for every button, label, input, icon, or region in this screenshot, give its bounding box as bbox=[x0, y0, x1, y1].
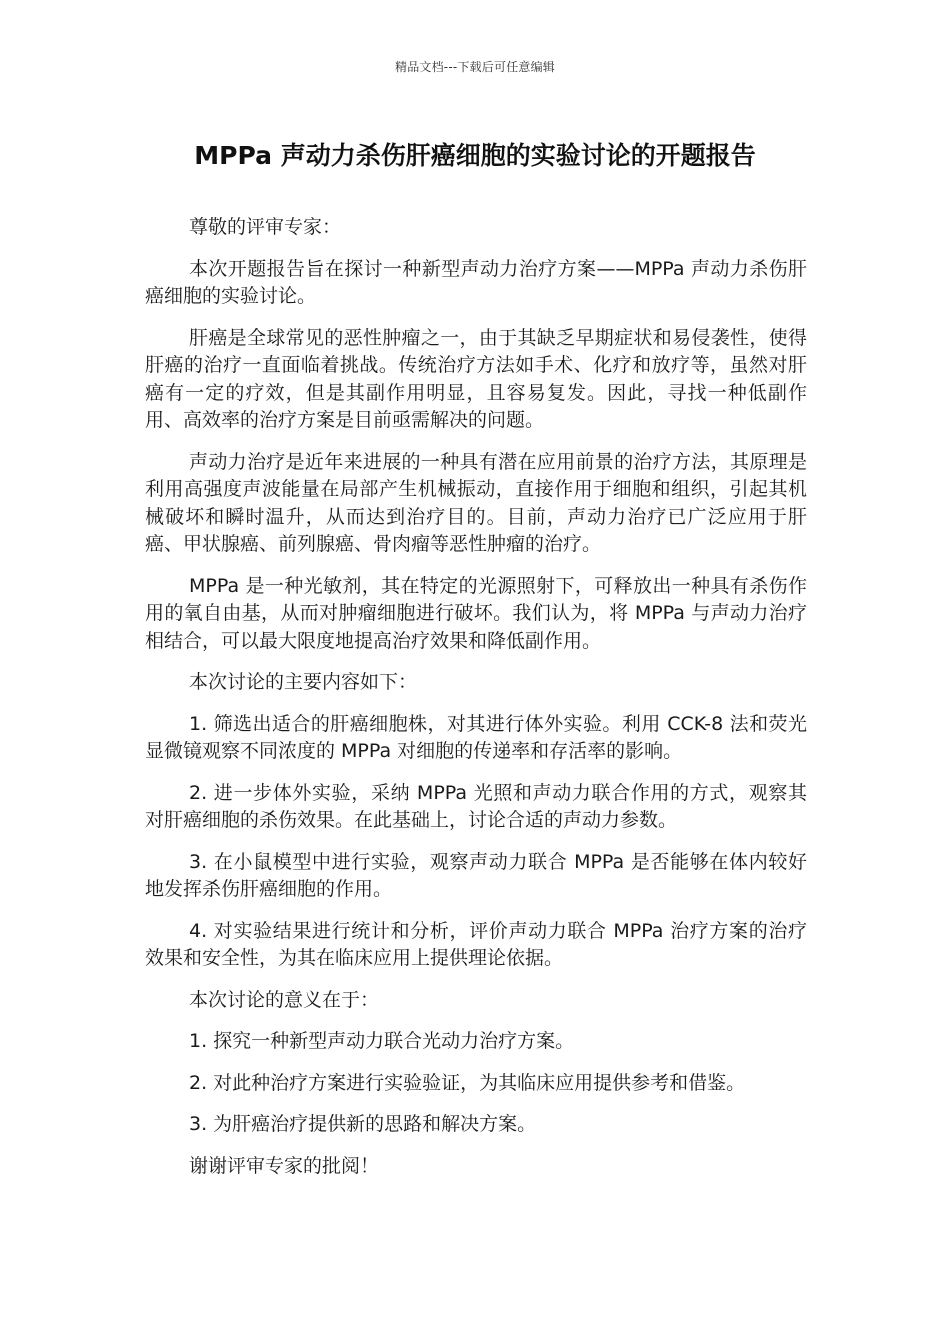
page-header: 精品文档---下载后可任意编辑 bbox=[395, 60, 555, 74]
significance-heading: 本次讨论的意义在于： bbox=[189, 988, 380, 1011]
contents-item-4: 4. 对实验结果进行统计和分析，评价声动力联合 MPPa 治疗方案的治疗效果和安全性，为其在临床应用上提供理论依据。 bbox=[145, 919, 807, 969]
contents-item-2: 2. 进一步体外实验，采纳 MPPa 光照和声动力联合作用的方式，观察其对肝癌细胞的杀伤效果。在此基础上，讨论合适的声动力参数。 bbox=[145, 781, 807, 831]
salutation: 尊敬的评审专家： bbox=[189, 216, 342, 238]
contents-item-1: 1. 筛选出适合的肝癌细胞株，对其进行体外实验。利用 CCK-8 法和荧光显微镜观察不同浓度的 MPPa 对细胞的传递率和存活率的影响。 bbox=[145, 712, 807, 762]
contents-item-3: 3. 在小鼠模型中进行实验，观察声动力联合 MPPa 是否能够在体内较好地发挥杀伤肝癌细胞的作用。 bbox=[145, 850, 807, 900]
intro-paragraph: 本次开题报告旨在探讨一种新型声动力治疗方案——MPPa 声动力杀伤肝癌细胞的实验讨论。 bbox=[145, 257, 807, 307]
significance-item-3: 3. 为肝癌治疗提供新的思路和解决方案。 bbox=[189, 1113, 537, 1135]
document-body bbox=[145, 214, 807, 1194]
sonodynamic-paragraph: 声动力治疗是近年来进展的一种具有潜在应用前景的治疗方法，其原理是利用高强度声波能量在局部产生机械振动，直接作用于细胞和组织，引起其机械破坏和瞬时温升，从而达到治疗目的。目前，声动力治疗已广泛应用于肝癌、甲状腺癌、前列腺癌、骨肉瘤等恶性肿瘤的治疗。 bbox=[145, 450, 807, 555]
background-paragraph: 肝癌是全球常见的恶性肿瘤之一，由于其缺乏早期症状和易侵袭性，使得肝癌的治疗一直面临着挑战。传统治疗方法如手术、化疗和放疗等，虽然对肝癌有一定的疗效，但是其副作用明显，且容易复发。因此，寻找一种低副作用、高效率的治疗方案是目前亟需解决的问题。 bbox=[145, 326, 807, 431]
significance-item-1: 1. 探究一种新型声动力联合光动力治疗方案。 bbox=[189, 1030, 575, 1052]
document-title: MPPa 声动力杀伤肝癌细胞的实验讨论的开题报告 bbox=[194, 141, 756, 170]
mppa-paragraph: MPPa 是一种光敏剂，其在特定的光源照射下，可释放出一种具有杀伤作用的氧自由基，从而对肿瘤细胞进行破坏。我们认为，将 MPPa 与声动力治疗相结合，可以最大限度地提高治疗效果和降低副作用。 bbox=[145, 574, 807, 652]
closing-line: 谢谢评审专家的批阅！ bbox=[189, 1154, 380, 1177]
significance-item-2: 2. 对此种治疗方案进行实验验证，为其临床应用提供参考和借鉴。 bbox=[189, 1071, 746, 1094]
contents-heading: 本次讨论的主要内容如下： bbox=[189, 671, 418, 693]
